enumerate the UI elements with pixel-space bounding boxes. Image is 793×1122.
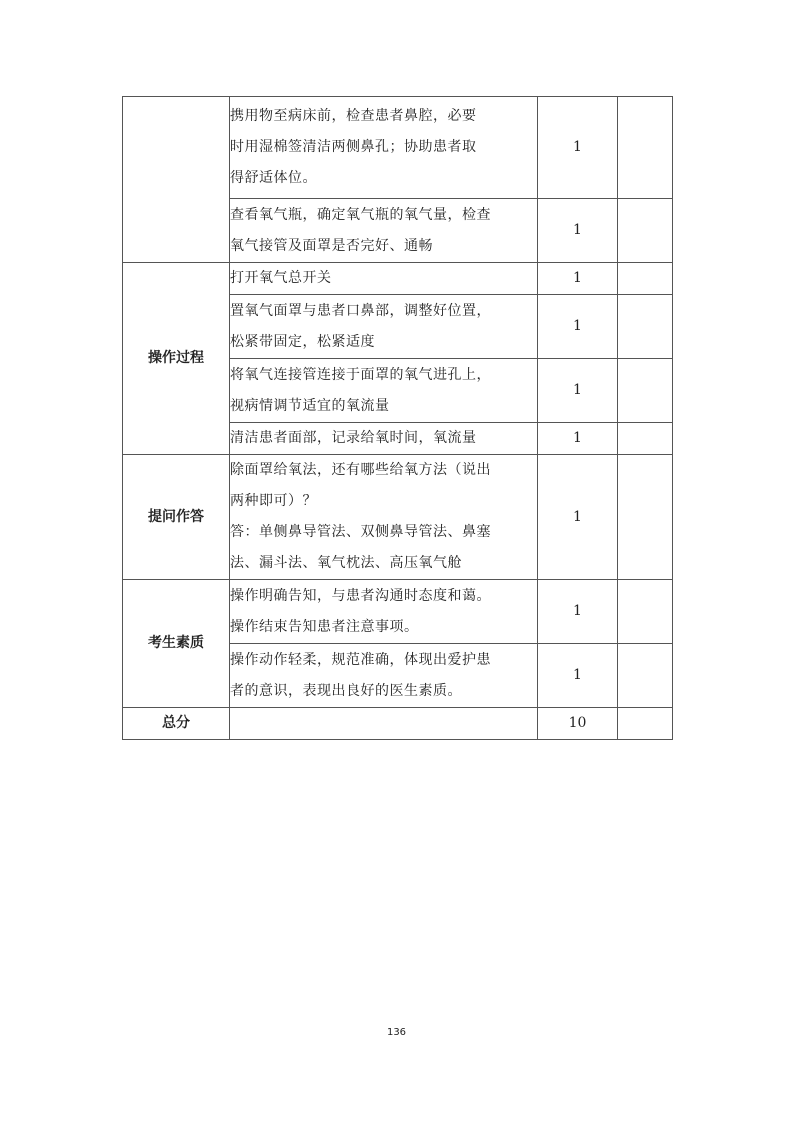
table-row (123, 580, 673, 644)
score-cell: 1 (538, 359, 618, 423)
content-line: 视病情调节适宜的氧流量 (230, 397, 390, 414)
content-line: 法、漏斗法、氧气枕法、高压氧气舱 (230, 555, 462, 571)
content-line: 携用物至病床前，检查患者鼻腔，必要 (230, 108, 477, 124)
score-cell: 1 (538, 580, 618, 644)
content-line: 操作结束告知患者注意事项。 (230, 618, 419, 635)
item-content (230, 644, 538, 708)
deduction-cell (618, 708, 673, 740)
item-content (230, 455, 538, 580)
item-content (230, 199, 538, 263)
item-content (230, 708, 538, 740)
content-line: 者的意识，表现出良好的医生素质。 (230, 682, 462, 699)
deduction-cell (618, 97, 673, 199)
deduction-cell (618, 263, 673, 295)
content-line: 氧气接管及面罩是否完好、通畅 (230, 237, 433, 254)
table-row (123, 263, 673, 295)
item-content (230, 295, 538, 359)
item-content (230, 423, 538, 455)
content-line: 置氧气面罩与患者口鼻部，调整好位置， (230, 302, 491, 319)
item-content (230, 97, 538, 199)
item-content (230, 359, 538, 423)
content-line: 得舒适体位。 (230, 170, 317, 186)
score-cell: 1 (538, 97, 618, 199)
deduction-cell (618, 423, 673, 455)
content-line: 查看氧气瓶，确定氧气瓶的氧气量，检查 (230, 206, 491, 223)
deduction-cell (618, 455, 673, 580)
page-number: 136 (386, 1027, 407, 1038)
deduction-cell (618, 644, 673, 708)
content-line: 打开氧气总开关 (230, 270, 332, 286)
scoring-table (122, 96, 673, 740)
deduction-cell (618, 199, 673, 263)
category-cell: 提问作答 (123, 455, 230, 580)
score-cell: 1 (538, 455, 618, 580)
table-row (123, 455, 673, 580)
category-cell: 考生素质 (123, 580, 230, 708)
content-line: 将氧气连接管连接于面罩的氧气进孔上， (230, 366, 491, 383)
deduction-cell (618, 580, 673, 644)
total-label: 总分 (123, 708, 230, 740)
score-cell: 1 (538, 295, 618, 359)
total-score: 10 (538, 708, 618, 740)
content-line: 操作动作轻柔，规范准确，体现出爱护患 (230, 651, 491, 668)
score-cell: 1 (538, 644, 618, 708)
content-line: 答：单侧鼻导管法、双侧鼻导管法、鼻塞 (230, 524, 491, 540)
table-row (123, 97, 673, 199)
category-cell: 操作过程 (123, 263, 230, 455)
deduction-cell (618, 295, 673, 359)
score-cell: 1 (538, 423, 618, 455)
item-content (230, 580, 538, 644)
content-line: 松紧带固定，松紧适度 (230, 333, 375, 350)
score-cell: 1 (538, 263, 618, 295)
deduction-cell (618, 359, 673, 423)
content-line: 操作明确告知，与患者沟通时态度和蔼。 (230, 587, 491, 604)
content-line: 两种即可）？ (230, 493, 317, 509)
content-line: 除面罩给氧法，还有哪些给氧方法（说出 (230, 462, 491, 478)
item-content (230, 263, 538, 295)
total-row (123, 708, 673, 740)
content-line: 时用湿棉签清洁两侧鼻孔；协助患者取 (230, 139, 477, 155)
score-cell: 1 (538, 199, 618, 263)
content-line: 清洁患者面部，记录给氧时间，氧流量 (230, 430, 477, 446)
category-cell (123, 97, 230, 263)
